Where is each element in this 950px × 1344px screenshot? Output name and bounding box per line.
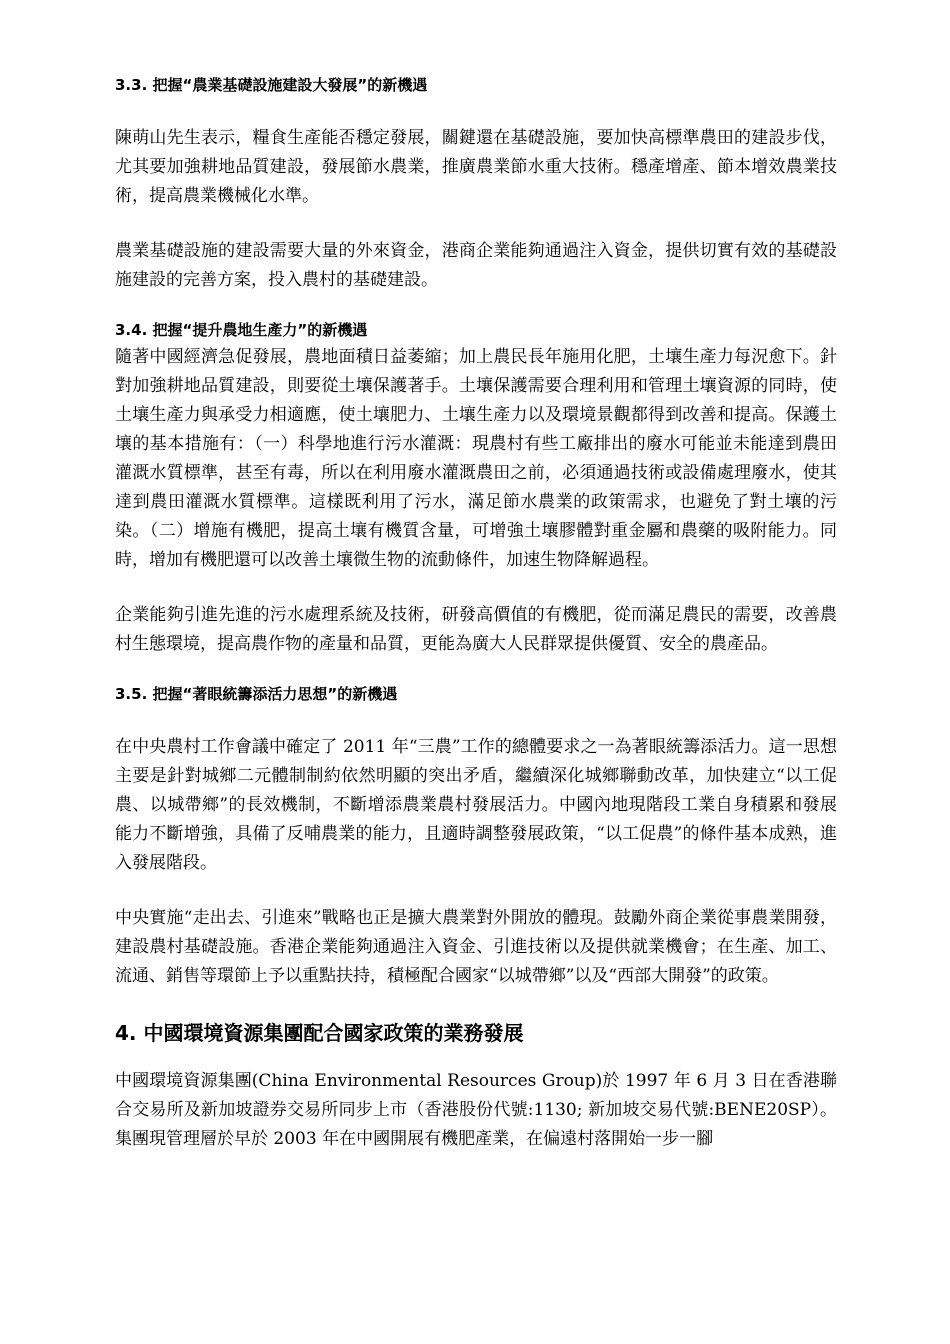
section-3-5-paragraph-2: 中央實施“走出去、引進來”戰略也正是擴大農業對外開放的體現。鼓勵外商企業從事農業開發，建設農村基礎設施。香港企業能夠通過注入資金、引進技術以及提供就業機會；在生產、加工、流通、銷售等環節上予以重點扶持，積極配合國家“以城帶鄉”以及“西部大開發”的政策。 — [115, 908, 837, 986]
section-3-5-heading: 3.5. 把握“著眼統籌添活力思想”的新機遇 — [115, 685, 398, 703]
section-3-3-heading: 3.3. 把握“農業基礎設施建設大發展”的新機遇 — [115, 76, 428, 94]
section-3-5-paragraph-1: 在中央農村工作會議中確定了 2011 年“三農”工作的總體要求之一為著眼統籌添活力。這一思想主要是針對城鄉二元體制制約依然明顯的突出矛盾，繼續深化城鄉聯動改革，加快建立“以工促農、以城帶鄉”的長效機制，不斷增添農業農村發展活力。中國內地現階段工業自身積累和發展能力不斷增強，具備了反哺農業的能力，且適時調整發展政策，“以工促農”的條件基本成熟，進入發展階段。 — [115, 737, 837, 873]
section-3-4-paragraph-1: 隨著中國經濟急促發展，農地面積日益萎縮；加上農民長年施用化肥，土壤生產力每況愈下。針對加強耕地品質建設，則要從土壤保護著手。土壤保護需要合理利用和管理土壤資源的同時，使土壤生產力與承受力相適應，使土壤肥力、土壤生產力以及環境景觀都得到改善和提高。保護土壤的基本措施有：（一）科學地進行污水灌溉：現農村有些工廠排出的廢水可能並未能達到農田灌溉水質標準，甚至有毒，所以在利用廢水灌溉農田之前，必須通過技術或設備處理廢水，使其達到農田灌溉水質標準。這樣既利用了污水，滿足節水農業的政策需求，也避免了對土壤的污染。（二）增施有機肥，提高土壤有機質含量，可增強土壤膠體對重金屬和農藥的吸附能力。同時，增加有機肥還可以改善土壤微生物的流動條件，加速生物降解過程。 — [115, 347, 837, 570]
section-3-3-paragraph-2: 農業基礎設施的建設需要大量的外來資金，港商企業能夠通過注入資金，提供切實有效的基礎設施建設的完善方案，投入農村的基礎建設。 — [115, 241, 837, 290]
section-3-3-paragraph-1: 陳萌山先生表示，糧食生產能否穩定發展，關鍵還在基礎設施，要加快高標準農田的建設步伐，尤其要加強耕地品質建設，發展節水農業，推廣農業節水重大技術。穩產增產、節本增效農業技術，提高農業機械化水準。 — [115, 128, 837, 206]
document-page — [115, 68, 837, 1154]
section-3-4-paragraph-2: 企業能夠引進先進的污水處理系統及技術，研發高價值的有機肥，從而滿足農民的需要，改善農村生態環境，提高農作物的產量和品質，更能為廣大人民群眾提供優質、安全的農產品。 — [115, 605, 837, 654]
section-4-paragraph-1: 中國環境資源集團(China Environmental Resources Group)於 1997 年 6 月 3 日在香港聯合交易所及新加坡證券交易所同步上市（香港股份代號:1130; 新加坡交易代號:BENE20SP）。集團現管理層於早於 2003 年在中國開展有機肥產業，在偏遠村落開始一步一腳 — [115, 1071, 837, 1149]
section-4-heading: 4. 中國環境資源集團配合國家政策的業務發展 — [115, 1021, 524, 1045]
section-3-4-heading: 3.4. 把握“提升農地生產力”的新機遇 — [115, 321, 368, 339]
